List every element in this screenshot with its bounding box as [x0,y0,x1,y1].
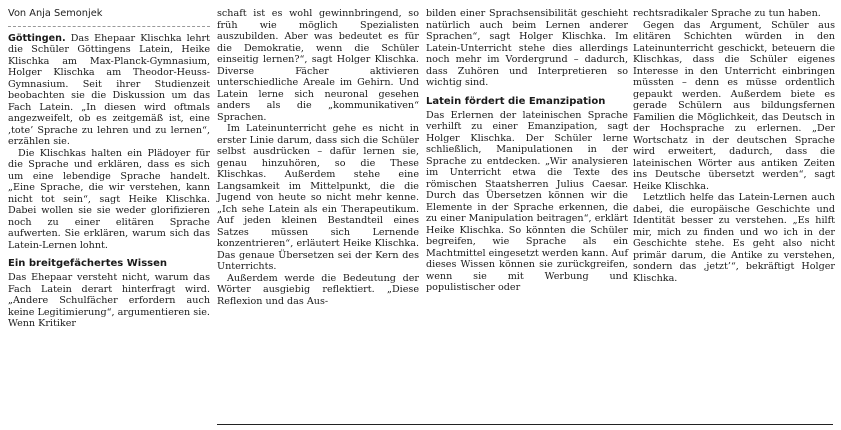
paragraph: Die Klischkas halten ein Plädoyer für die Sprache und erklären, dass es sich um eine lebendige Sprache handelt. „Eine Sprache, die wir verstehen, kann nicht tot sein“, sagt Heike Klischka. Dabei wollen sie sie weder glorifizieren noch zu einer elitären Sprache aufwerten. Sie erklären, warum sich das Latein-Lernen lohnt. [8,147,210,251]
paragraph: rechtsradikaler Sprache zu tun haben. [633,8,821,19]
author-byline: Von Anja Semonjek [8,8,210,27]
intro-paragraph [8,33,210,148]
paragraph: schaft ist es wohl gewinnbringend, so früh wie möglich Spezialisten auszubilden. Aber was bedeutet es für die Demokratie, wenn die Schüler einseitig lernen?“, sagt Holger Klischka. Diverse Fächer aktivieren unterschiedliche Areale im Gehirn. Und Latein lerne sich neuronal gesehen anders als die „kommunikativen“ Sprachen. [217,8,419,123]
bottom-rule [217,424,833,425]
column-3 [426,8,628,294]
column-1 [8,8,210,330]
paragraph: Gegen das Argument, Schüler aus elitären Schichten würden in den Lateinunterricht geschickt, beteuern die Klischkas, dass die Schüler eigenes Interesse in den Unterricht einbringen müssten – denn es müsse ordentlich gepaukt werden. Außerdem biete es gerade Schülern aus bildungsfernen Familien die Möglichkeit, das Deutsch in der Hochsprache zu erlernen. „Der Wortschatz in der deutschen Sprache wird erweitert, dadurch, dass die lateinischen Wörter aus antiken Zeiten ins Deutsche übersetzt werden“, sagt Heike Klischka. [633,19,835,192]
paragraph: Im Lateinunterricht gehe es nicht in erster Linie darum, dass sich die Schüler selbst ausdrücken – dafür lernen sie, genau hinzuhören, so die These Klischkas. Außerdem stehe eine Langsamkeit im Mittelpunkt, die die Jugend von heute so nicht mehr kenne. „Ich sehe Latein als ein Therapeutikum. Auf jeden kleinen Bestandteil eines Satzes müssen sich Lernende konzentrieren“, erläutert Heike Klischka. Das genaue Übersetzen sei der Kern des Unterrichts. [217,123,419,272]
column-4 [633,8,835,284]
paragraph: Das Ehepaar versteht nicht, warum das Fach Latein derart hinterfragt wird. „Andere Schulfächer erfordern auch keine Legitimierung“, argumentieren sie. Wenn Kritiker [8,272,210,329]
dateline: Göttingen. [8,32,66,44]
intro-text: Das Ehepaar Klischka lehrt die Schüler Göttingens Latein, Heike Klischka am Max-Planck-Gymnasium, Holger Klischka am Theodor-Heuss-Gymnasium. Seit ihrer Studienzeit beobachten sie die Diskussion um das Fach Latein. „In diesen wird oftmals angezweifelt, ob es zeitgemäß ist, eine ‚tote’ Sprache zu lehren und zu lernen“, erzählen sie. [8,32,210,147]
subheading: Ein breitgefächertes Wissen [8,258,167,269]
subheading: Latein fördert die Emanzipation [426,95,606,107]
paragraph: bilden einer Sprachsensibilität geschieht natürlich auch beim Lernen anderer Sprachen“, sagt Holger Klischka. Im Latein-Unterricht stehe dies allerdings noch mehr im Vordergrund – dadurch, dass Zuhören und Interpretieren so wichtig sind. [426,8,628,88]
paragraph: Außerdem werde die Bedeutung der Wörter ausgiebig reflektiert. „Diese Reflexion und das Aus- [217,272,419,307]
column-2 [217,8,419,307]
paragraph: Letztlich helfe das Latein-Lernen auch dabei, die europäische Geschichte und Identität besser zu verstehen. „Es hilft mir, mich zu finden und wo ich in der Geschichte stehe. Es geht also nicht primär darum, die Antike zu verstehen, sondern das ‚jetzt’“, bekräftigt Holger Klischka. [633,192,835,284]
paragraph: Das Erlernen der lateinischen Sprache verhilft zu einer Emanzipation, sagt Holger Klischka. Der Schüler lerne schließlich, Manipulationen in der Sprache zu entdecken. „Wir analysieren im Unterricht etwa die Texte des römischen Staatsherren Julius Caesar. Durch das Übersetzen können wir die Elemente in der Sprache erkennen, die zu einer Manipulation beitragen“, erklärt Heike Klischka. So könnten die Schüler begreifen, wie Sprache als ein Machtmittel eingesetzt werden kann. Auf dieses Wissen können sie zurückgreifen, wenn sie mit Werbung und populistischer oder [426,109,628,293]
